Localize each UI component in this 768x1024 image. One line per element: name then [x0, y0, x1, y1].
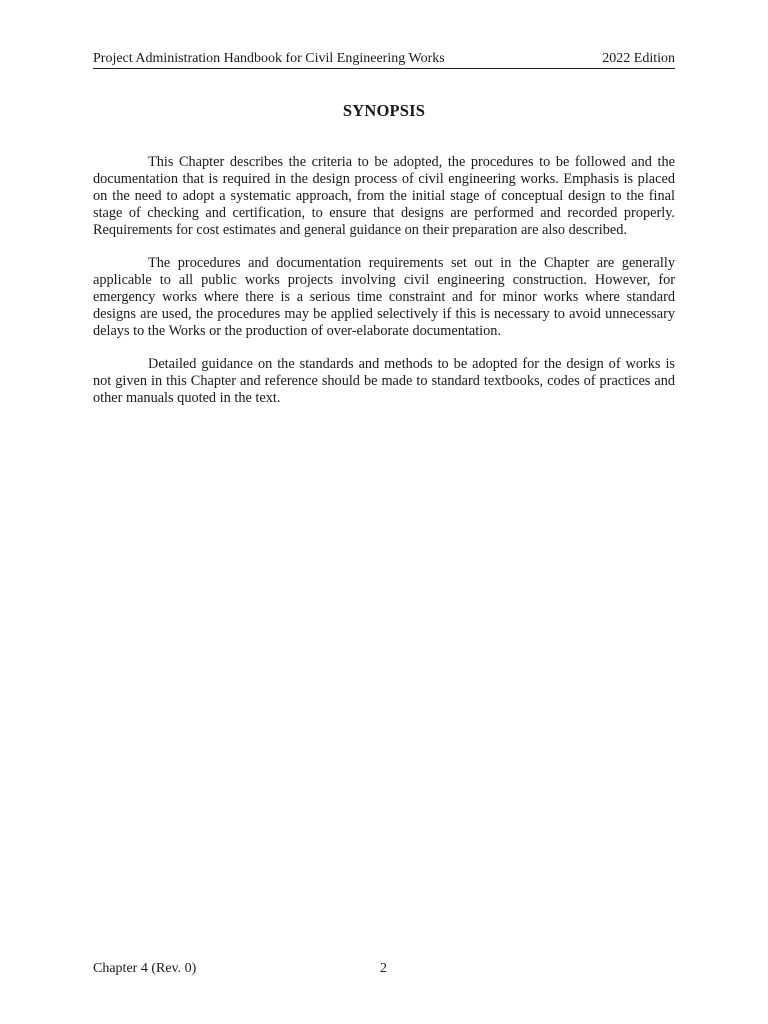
paragraph: The procedures and documentation requirements set out in the Chapter are generally applicable to all public works projects involving civil engineering construction. However, for emergency works where there is a serious time constraint and for minor works where standard designs are used, the procedures may be applied selectively if this is necessary to avoid unnecessary delays to the Works or the production of over-elaborate documentation.: [93, 255, 675, 339]
paragraph: This Chapter describes the criteria to be adopted, the procedures to be followed and the documentation that is required in the design process of civil engineering works. Emphasis is placed on the need to adopt a systematic approach, from the initial stage of conceptual design to the final stage of checking and certification, to ensure that designs are performed and recorded properly. Requirements for cost estimates and general guidance on their preparation are also described.: [93, 154, 675, 238]
edition-label: 2022 Edition: [602, 51, 675, 66]
section-title: SYNOPSIS: [342, 101, 426, 120]
chapter-label: Chapter 4 (Rev. 0): [93, 961, 197, 976]
page-footer: [93, 960, 675, 978]
page-number: 2: [380, 961, 387, 976]
page-header: [93, 51, 675, 69]
handbook-title: Project Administration Handbook for Civil Engineering Works: [93, 51, 445, 66]
synopsis-body: [93, 154, 675, 423]
paragraph: Detailed guidance on the standards and methods to be adopted for the design of works is not given in this Chapter and reference should be made to standard textbooks, codes of practices and other manuals quoted in the text.: [93, 356, 675, 406]
